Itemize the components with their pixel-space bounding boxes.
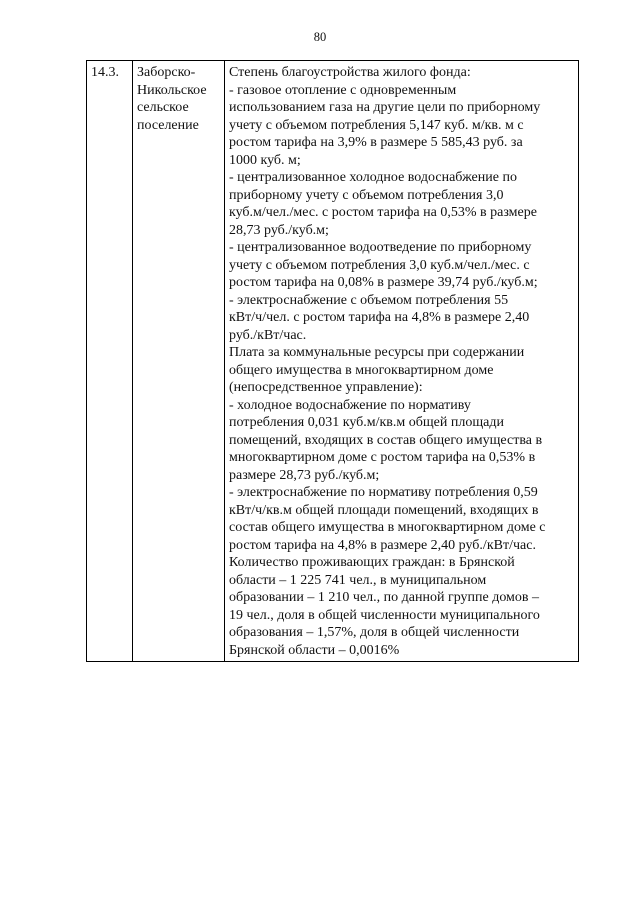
description-line: руб./кВт/час. — [229, 327, 307, 343]
description-line: 1000 куб. м; — [229, 152, 301, 168]
table-row — [87, 61, 579, 662]
description-line: - централизованное холодное водоснабжение по — [229, 170, 517, 185]
description-line: ростом тарифа на 4,8% в размере 2,40 руб./кВт/час. — [229, 537, 536, 553]
description-line: куб.м/чел./мес. с ростом тарифа на 0,53% в размере — [229, 205, 537, 220]
settlement-line: сельское — [137, 100, 189, 115]
description-line: приборному учету с объемом потребления 3,0 — [229, 187, 504, 203]
description-line: 28,73 руб./куб.м; — [229, 222, 329, 238]
description-line: - электроснабжение по нормативу потребления 0,59 — [229, 485, 538, 500]
description-line: многоквартирном доме с ростом тарифа на 0,53% в — [229, 450, 536, 465]
settlement-line: Заборско- — [137, 65, 196, 80]
page-number: 80 — [313, 30, 327, 44]
row-index: 14.3. — [91, 65, 119, 80]
description-line: использованием газа на другие цели по приборному — [229, 100, 541, 115]
description-line: учету с объемом потребления 5,147 куб. м/кв. м с — [229, 117, 524, 133]
description-line: кВт/ч/кв.м общей площади помещений, входящих в — [229, 502, 539, 518]
description-line: - холодное водоснабжение по нормативу — [229, 397, 471, 413]
description-line: размере 28,73 руб./куб.м; — [229, 467, 380, 483]
description-line: Плата за коммунальные ресурсы при содержании — [229, 345, 525, 360]
description-line: кВт/ч/чел. с ростом тарифа на 4,8% в размере 2,40 — [229, 310, 530, 325]
settlement-line: поселение — [137, 117, 199, 133]
description-line: ростом тарифа на 3,9% в размере 5 585,43 руб. за — [229, 135, 523, 150]
settlement-line: Никольское — [137, 82, 207, 98]
description-line: - электроснабжение с объемом потребления 55 — [229, 292, 509, 308]
description-cell — [225, 61, 579, 662]
description-line: общего имущества в многоквартирном доме — [229, 362, 494, 378]
description-line: учету с объемом потребления 3,0 куб.м/чел./мес. с — [229, 257, 530, 273]
settlement-cell — [133, 61, 225, 662]
description-line: образовании – 1 210 чел., по данной группе домов – — [229, 590, 540, 605]
row-index-cell — [87, 61, 133, 662]
description-line: Количество проживающих граждан: в Брянской — [229, 555, 515, 570]
description-line: потребления 0,031 куб.м/кв.м общей площади — [229, 415, 504, 430]
description-line: Брянской области – 0,0016% — [229, 642, 400, 658]
description-line: области – 1 225 741 чел., в муниципальном — [229, 572, 487, 588]
description-line: 19 чел., доля в общей численности муниципального — [229, 607, 540, 623]
description-line: Степень благоустройства жилого фонда: — [229, 65, 471, 80]
description-line: состав общего имущества в многоквартирном доме с — [229, 520, 546, 535]
description-line: помещений, входящих в состав общего имущества в — [229, 432, 543, 448]
tariff-table — [86, 60, 579, 662]
description-line: - централизованное водоотведение по приборному — [229, 240, 532, 255]
description-line: (непосредственное управление): — [229, 380, 423, 395]
description-line: образования – 1,57%, доля в общей численности — [229, 625, 520, 640]
description-line: - газовое отопление с одновременным — [229, 82, 457, 98]
description-line: ростом тарифа на 0,08% в размере 39,74 руб./куб.м; — [229, 275, 538, 290]
